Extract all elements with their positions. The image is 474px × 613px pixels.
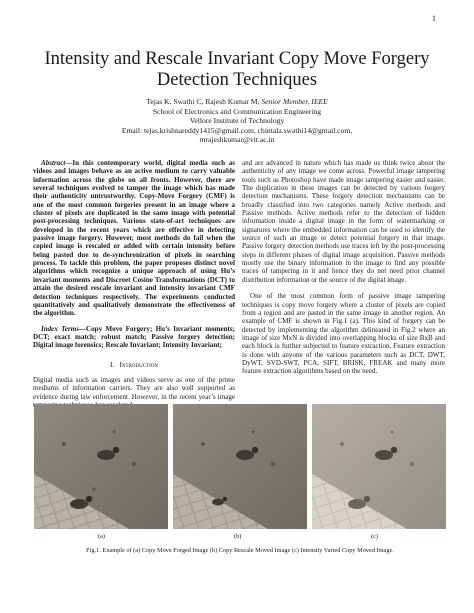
figure-1-images [34, 404, 446, 529]
figure-label-b: (b) [234, 533, 242, 540]
index-terms-text: —Copy Move Forgery; Hu’s Invariant moments; DCT; exact match; robust match; Passive forgery detection; Digital image forensics; Rescale Invariant; Intensity Invariant; [33, 324, 235, 350]
author-email-1: Email: tejas.krishnareddy1415@gmail.com, chintala.swathi14@gmail.com, [121, 125, 353, 135]
intro-paragraph-1: Digital media such as images and videos serve as one of the prime mediums of information carriers. They are also well supported as evidence during law enforcement. However, in the recent year’s image [33, 375, 235, 401]
figure-label-c: (c) [371, 533, 378, 540]
author-university: Vellore Institute of Technology [189, 116, 285, 126]
left-column [33, 159, 235, 409]
section-number: I. [109, 360, 115, 369]
body-paragraph-1: and are advanced in nature which has made us think twice about the authenticity of any image we come across. Powerful image tampering tools such as Photoshop have made image tampering easier and easier. The duplication in these images can be detected by various forgery detection mechanisms. These forgery detection mechanisms can be broadly classified into two categories namely Active methods and Passive methods. Active methods refer to the detection of hidden information inside a digital image in the form of watermarking or signatures where the embedded information can be used to identify the source of such an image or detect potential forgery in that image. Passive forgery detection methods use traces left by the post-processing steps in different phases of digital image acquisition. Passive methods mostly use the binary information in the image to find any possible traces of tampering in it and hence they do not need prior channel distribution information or the source of the digital image. [242, 159, 445, 284]
figure-image-b [173, 404, 307, 529]
abstract [33, 159, 235, 318]
author-names: Tejas K, Swathi C, Rajesh Kumar M, [146, 97, 260, 106]
index-terms-label: Index Terms [41, 324, 79, 333]
index-terms [33, 325, 235, 350]
author-school: School of Electronics and Communication Engineering [152, 106, 322, 116]
author-membership: Senior Member, IEEE [261, 97, 328, 106]
section-title: Introduction [119, 360, 159, 369]
body-paragraph-2: One of the most common form of passive image tampering techniques is copy move forgery where a cluster of pixels are copied from a region and are pasted in the same image in another region. An example of CMF is shown in Fig.1 (a). This kind of forgery can be detected by implementing the algorithm delineated in Fig.2 where an image of size MxN is divided into overlapping blocks of size BxB and each block is further subjected to feature extraction. Feature extraction is done with anyone of the various parameters such as DCT, DWT, DyWT, SVD-SWT, PCA, SIFT, BRISK, FREAK and many more feature extraction algorithms based on the need. [242, 292, 445, 376]
author-line [40, 97, 434, 107]
author-email-2: mrajeshkumar@vit.ac.in [199, 135, 275, 145]
section-heading-introduction [33, 361, 235, 369]
figure-image-c [312, 404, 446, 529]
abstract-label: Abstract [41, 159, 66, 167]
abstract-text: —In this contemporary world, digital media such as videos and images behave as an active medium to carry valuable information across the globe on all fronts. However, there are several techniques evolved to tamper the image which has made their authenticity untrustworthy. Copy-Move Forgery (CMF) is one of the most common forgeries present in an image where a cluster of pixels are duplicated in the same image with potential post-processing techniques. Various state-of-art techniques are developed in the recent years which are effective in detecting passive image forgery. However, most methods do fail when the copied image is rescaled or added with certain intensity before being pasted due to de-synchronization of pixels in searching process. To tackle this problem, the paper proposes distinct novel algorithms which recognize a unique approach of using Hu’s invariant moments and Discreet Cosine Transformations (DCT) to attain the desired rescale invariant and intensity invariant CMF detection techniques respectively. The experiments conducted quantitatively and qualitatively demonstrate the effectiveness of the algorithm. [33, 159, 235, 318]
author-block [40, 97, 434, 145]
figure-caption: Fig.1. Example of (a) Copy Move Forged Image (b) Copy Rescale Moved Image (c) Intensity Varied Copy Moved Image. [86, 547, 394, 554]
page-number: 1 [432, 14, 436, 23]
figure-label-a: (a) [98, 533, 105, 540]
paper-title: Intensity and Rescale Invariant Copy Move Forgery Detection Techniques [44, 49, 430, 90]
right-column [242, 159, 445, 376]
figure-image-a [34, 404, 168, 529]
